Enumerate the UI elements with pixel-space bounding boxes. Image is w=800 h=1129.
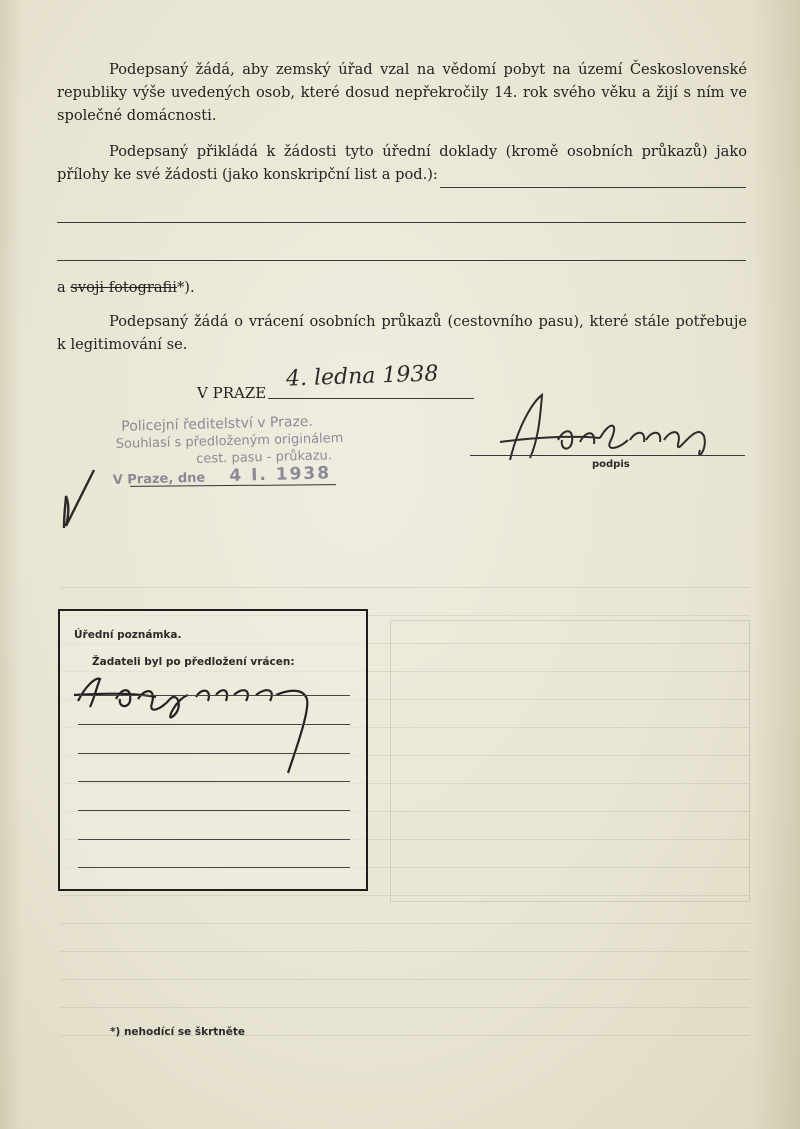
photo-line-prefix: a — [57, 279, 71, 296]
paragraph-residence-notice: Podepsaný žádá, aby zemský úřad vzal na vědomí pobyt na území Československé republiky výše uvedených osob, které dosud nepřekročily 14. rok svého věku a žijí s ním ve společné domácnosti. — [57, 61, 747, 124]
bleed-through-frame — [390, 620, 750, 902]
attachment-fill-line-2 — [57, 222, 746, 223]
stamp-date-prefix: V Praze, dne — [112, 470, 206, 489]
box-line-5 — [78, 810, 350, 811]
box-line-4 — [78, 781, 350, 782]
handwritten-date: 4. ledna 1938 — [285, 361, 439, 392]
photo-line-suffix: *). — [176, 279, 195, 296]
page-edge-shadow-left — [0, 0, 22, 1129]
box-line-3 — [78, 753, 350, 754]
handwritten-initial — [54, 462, 104, 532]
official-note-box — [58, 609, 368, 891]
paragraph-attached-documents: Podepsaný přikládá k žádosti tyto úřední doklady (kromě osobních průkazů) jako přílohy ke své žádosti (jako konskripční list a pod.): — [57, 143, 747, 183]
footnote: *) nehodící se škrtněte — [110, 1026, 246, 1038]
box-line-2 — [78, 724, 350, 725]
returned-label: Žadateli byl po předložení vrácen: — [92, 656, 295, 668]
official-note-title: Úřední poznámka. — [74, 629, 182, 641]
box-line-6 — [78, 839, 350, 840]
attachment-fill-line-3 — [57, 260, 746, 261]
page-edge-shadow — [752, 0, 800, 1129]
date-fill-line — [268, 398, 474, 399]
stamp-line-2: Souhlasí s předloženým originálem — [115, 430, 344, 452]
police-stamp — [111, 413, 344, 489]
box-line-7 — [78, 867, 350, 868]
stamp-date-value: 4 I. 1938 — [229, 463, 332, 486]
signature-fill-line — [470, 455, 745, 456]
place-label: V PRAZE — [197, 384, 267, 402]
attachment-fill-line-1 — [440, 187, 746, 188]
box-line-1 — [78, 695, 350, 696]
stamp-line-1: Policejní ředitelství v Praze. — [121, 413, 314, 435]
photo-line-struck: svoji fotografii — [70, 279, 177, 296]
photo-line — [57, 276, 195, 299]
paragraph-return-documents: Podepsaný žádá o vrácení osobních průkazů (cestovního pasu), které stále potřebuje k legitimování se. — [57, 313, 747, 353]
stamp-line-3: cest. pasu - průkazu. — [196, 448, 333, 467]
signature-label: podpis — [592, 459, 630, 470]
